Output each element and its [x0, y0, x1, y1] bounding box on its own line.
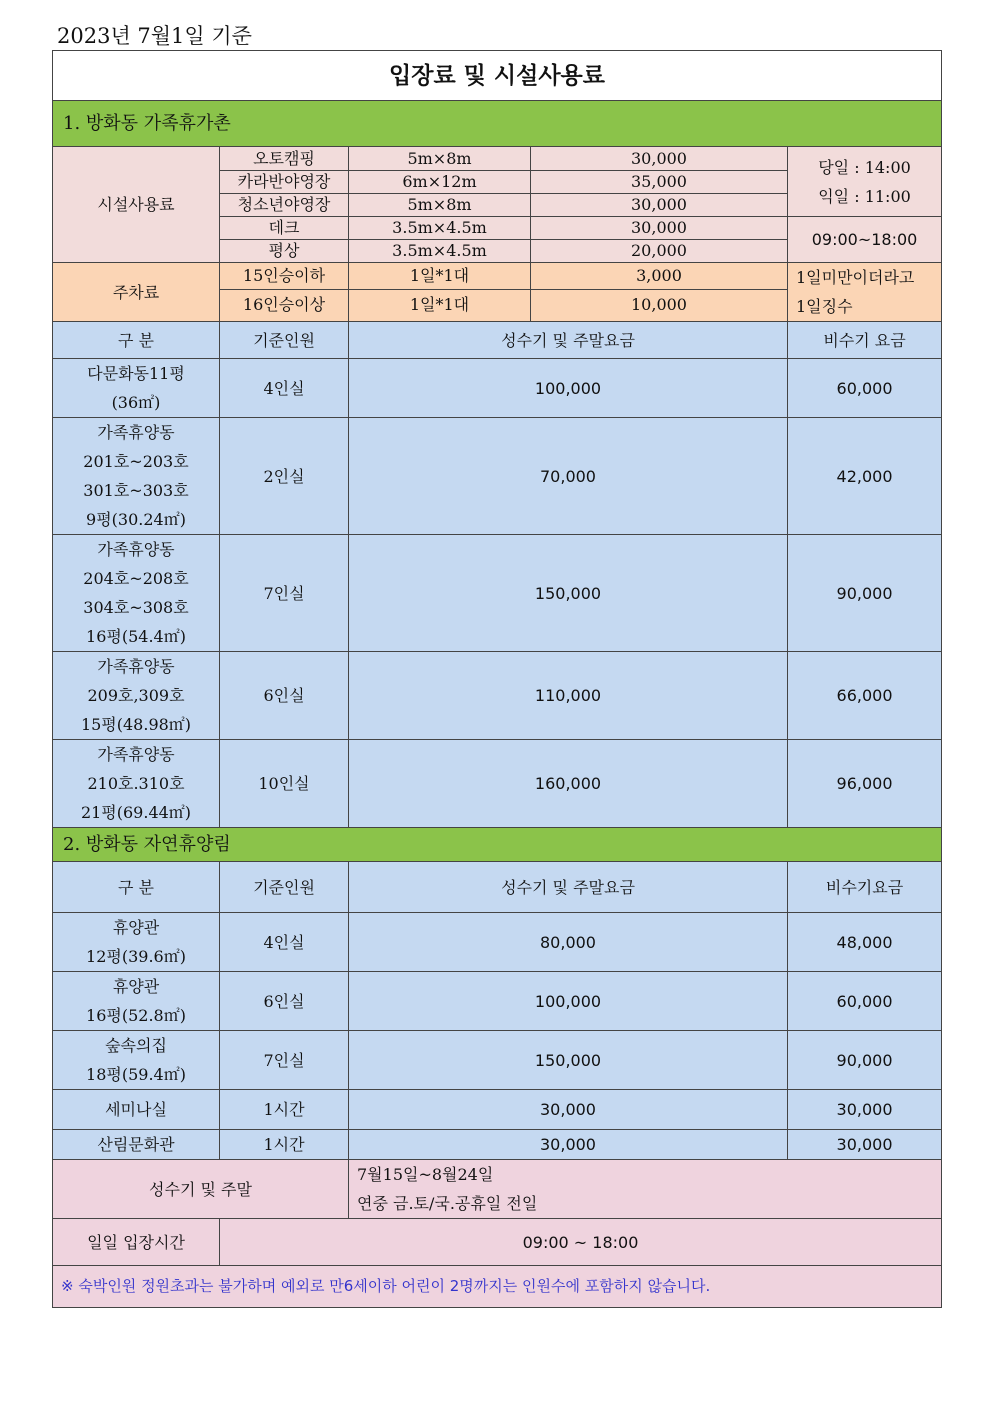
parking-vehicle: 16인승이상: [220, 289, 349, 321]
room-name-line: 204호~208호: [83, 569, 189, 588]
room-name-line: 209호,309호: [87, 686, 185, 705]
room-name-line: (36㎡): [111, 393, 161, 412]
footnote: ※ 숙박인원 정원초과는 불가하며 예외로 만6세이하 어린이 2명까지는 인원수에 포함하지 않습니다.: [53, 1266, 942, 1308]
room-name: [53, 418, 220, 535]
room-name-line: 숲속의집: [105, 1036, 167, 1055]
facility-price: 30,000: [531, 147, 788, 171]
room-capacity: 1시간: [220, 1090, 349, 1130]
facility-price: 30,000: [531, 194, 788, 217]
room-offpeak-price: 96,000: [788, 740, 942, 828]
room-name-line: 21평(69.44㎡): [80, 803, 192, 822]
room-peak-price: 100,000: [349, 359, 788, 418]
facility-size: 5m×8m: [349, 194, 531, 217]
facility-size: 3.5m×4.5m: [349, 217, 531, 240]
room-offpeak-price: 48,000: [788, 913, 942, 972]
parking-note: [788, 263, 942, 322]
day-use-hours: 09:00~18:00: [788, 217, 942, 263]
room-capacity: 6인실: [220, 972, 349, 1031]
checkout-time: 익일 : 11:00: [818, 186, 911, 206]
facility-price: 30,000: [531, 217, 788, 240]
parking-price: 10,000: [531, 289, 788, 321]
parking-unit: 1일*1대: [349, 263, 531, 290]
parking-note-line: 1일미만이더라고: [796, 268, 915, 287]
room-name-line: 301호~303호: [83, 481, 189, 500]
peak-season-period: [349, 1160, 942, 1219]
room-name-line: 201호~203호: [83, 452, 189, 471]
room-name: [53, 972, 220, 1031]
room-offpeak-price: 66,000: [788, 652, 942, 740]
room-name-line: 304호~308호: [83, 598, 189, 617]
room-name-line: 18평(59.4㎡): [86, 1065, 186, 1084]
entry-hours-value: 09:00 ~ 18:00: [220, 1219, 942, 1266]
room-name-line: 16평(54.4㎡): [86, 627, 186, 646]
reference-date: 2023년 7월1일 기준: [57, 24, 252, 48]
room-name: [53, 913, 220, 972]
fee-table: [52, 50, 942, 1308]
facility-name: 평상: [220, 240, 349, 263]
column-header-type: 구 분: [53, 322, 220, 359]
room-capacity: 7인실: [220, 535, 349, 652]
room-offpeak-price: 30,000: [788, 1090, 942, 1130]
parking-price: 3,000: [531, 263, 788, 290]
section-heading-2: 2. 방화동 자연휴양림: [53, 828, 942, 862]
column-header-offpeak: 비수기 요금: [788, 322, 942, 359]
room-name-line: 12평(39.6㎡): [86, 947, 186, 966]
room-capacity: 4인실: [220, 913, 349, 972]
room-name-line: 산림문화관: [97, 1135, 175, 1154]
room-peak-price: 150,000: [349, 1031, 788, 1090]
facility-size: 3.5m×4.5m: [349, 240, 531, 263]
room-capacity: 10인실: [220, 740, 349, 828]
room-name-line: 가족휴양동: [97, 745, 175, 764]
room-name-line: 9평(30.24㎡): [86, 510, 186, 529]
room-offpeak-price: 60,000: [788, 972, 942, 1031]
room-name: [53, 1130, 220, 1160]
page-title: 입장료 및 시설사용료: [53, 51, 942, 101]
entry-hours-label: 일일 입장시간: [53, 1219, 220, 1266]
room-peak-price: 70,000: [349, 418, 788, 535]
room-name-line: 휴양관: [112, 977, 160, 996]
room-name-line: 가족휴양동: [97, 423, 175, 442]
room-name: [53, 1090, 220, 1130]
room-offpeak-price: 60,000: [788, 359, 942, 418]
room-name-line: 휴양관: [112, 918, 160, 937]
room-name-line: 가족휴양동: [97, 540, 175, 559]
room-name-line: 세미나실: [105, 1100, 167, 1119]
facility-price: 20,000: [531, 240, 788, 263]
column-header-capacity: 기준인원: [220, 862, 349, 913]
room-name: [53, 740, 220, 828]
facility-fee-label: 시설사용료: [53, 147, 220, 263]
room-capacity: 7인실: [220, 1031, 349, 1090]
room-name-line: 다문화동11평: [87, 364, 185, 383]
room-peak-price: 110,000: [349, 652, 788, 740]
room-offpeak-price: 90,000: [788, 1031, 942, 1090]
room-peak-price: 160,000: [349, 740, 788, 828]
facility-name: 오토캠핑: [220, 147, 349, 171]
room-name-line: 16평(52.8㎡): [86, 1006, 186, 1025]
room-name-line: 가족휴양동: [97, 657, 175, 676]
column-header-type: 구 분: [53, 862, 220, 913]
room-name-line: 15평(48.98㎡): [80, 715, 192, 734]
room-name: [53, 535, 220, 652]
parking-fee-label: 주차료: [53, 263, 220, 322]
room-name: [53, 1031, 220, 1090]
room-capacity: 1시간: [220, 1130, 349, 1160]
facility-name: 카라반야영장: [220, 171, 349, 194]
room-offpeak-price: 42,000: [788, 418, 942, 535]
room-offpeak-price: 90,000: [788, 535, 942, 652]
column-header-peak: 성수기 및 주말요금: [349, 862, 788, 913]
room-name: [53, 359, 220, 418]
checkin-time: 당일 : 14:00: [818, 157, 911, 177]
checkin-checkout: [788, 147, 942, 217]
column-header-peak: 성수기 및 주말요금: [349, 322, 788, 359]
room-peak-price: 30,000: [349, 1130, 788, 1160]
room-capacity: 4인실: [220, 359, 349, 418]
peak-season-label: 성수기 및 주말: [53, 1160, 349, 1219]
room-peak-price: 150,000: [349, 535, 788, 652]
section-heading-1: 1. 방화동 가족휴가촌: [53, 101, 942, 147]
room-capacity: 2인실: [220, 418, 349, 535]
parking-unit: 1일*1대: [349, 289, 531, 321]
facility-price: 35,000: [531, 171, 788, 194]
facility-size: 5m×8m: [349, 147, 531, 171]
peak-season-line: 7월15일~8월24일: [357, 1165, 494, 1184]
column-header-offpeak: 비수기요금: [788, 862, 942, 913]
room-capacity: 6인실: [220, 652, 349, 740]
parking-vehicle: 15인승이하: [220, 263, 349, 290]
room-peak-price: 80,000: [349, 913, 788, 972]
facility-name: 데크: [220, 217, 349, 240]
parking-note-line: 1일징수: [796, 297, 853, 316]
room-offpeak-price: 30,000: [788, 1130, 942, 1160]
facility-size: 6m×12m: [349, 171, 531, 194]
room-name-line: 210호.310호: [87, 774, 185, 793]
room-peak-price: 30,000: [349, 1090, 788, 1130]
room-name: [53, 652, 220, 740]
peak-season-line: 연중 금.토/국.공휴일 전일: [357, 1194, 538, 1213]
column-header-capacity: 기준인원: [220, 322, 349, 359]
facility-name: 청소년야영장: [220, 194, 349, 217]
room-peak-price: 100,000: [349, 972, 788, 1031]
